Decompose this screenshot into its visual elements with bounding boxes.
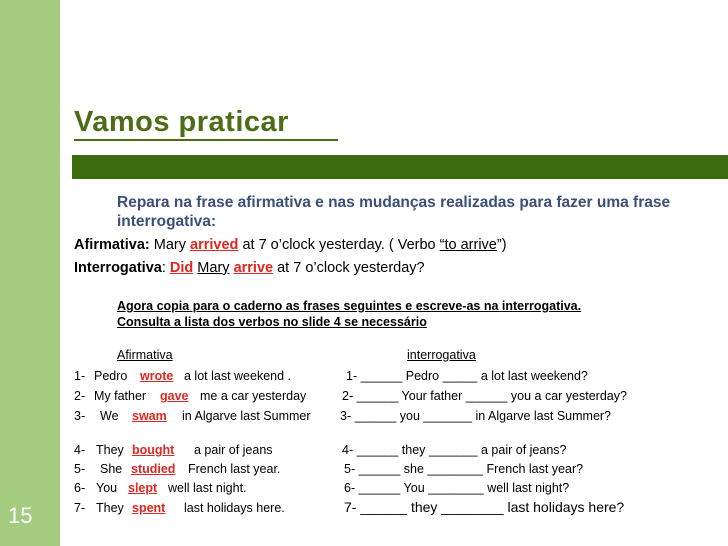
affirmative-rest: at 7 o’clock yesterday. ( Verbo (242, 237, 436, 253)
row-number: 1- (74, 369, 86, 383)
row-question: 7- ______ they ________ last holidays here? (344, 499, 625, 515)
column-header-interrogative: interrogativa (407, 348, 476, 362)
row-verb: studied (131, 462, 176, 476)
column-header-affirmative: Afirmativa (117, 348, 173, 362)
row-verb: spent (132, 501, 166, 515)
row-subject: They (96, 443, 124, 457)
slide-number: 15 (8, 503, 33, 528)
row-rest: in Algarve last Summer (182, 409, 311, 423)
affirmative-subject: Mary (153, 237, 187, 253)
row-number: 5- (74, 462, 86, 476)
row-question: 3- ______ you _______ in Algarve last Summer? (340, 409, 612, 423)
row-rest: a pair of jeans (194, 443, 273, 457)
row-verb: swam (132, 409, 167, 423)
interrogative-aux: Did (169, 260, 194, 276)
row-verb: gave (160, 389, 189, 403)
instructions (117, 298, 581, 330)
interrogative-verb: arrive (233, 260, 274, 276)
affirmative-close: ”) (496, 237, 507, 253)
row-subject: They (96, 501, 124, 515)
row-subject: You (96, 481, 118, 495)
instructions-line-2: Consulta a lista dos verbos no slide 4 se necessário (117, 315, 427, 329)
affirmative-verb: arrived (190, 237, 239, 253)
row-rest: last holidays here. (184, 501, 285, 515)
row-number: 4- (74, 443, 86, 457)
intro-text: Repara na frase afirmativa e nas mudanças realizadas para fazer uma frase interrogativa: (117, 194, 671, 230)
row-number: 7- (74, 501, 86, 515)
interrogative-label: Interrogativa (74, 260, 162, 276)
row-question: 4- ______ they _______ a pair of jeans? (342, 443, 567, 457)
row-number: 6- (74, 481, 86, 495)
title-underline (74, 139, 338, 141)
slide-title: Vamos praticar (74, 106, 289, 138)
interrogative-subject: Mary (197, 260, 230, 276)
affirmative-infinitive: “to arrive (439, 237, 497, 253)
interrogative-colon: : (161, 260, 166, 276)
row-subject: She (100, 462, 123, 476)
row-verb: wrote (140, 369, 174, 383)
row-subject: We (100, 409, 119, 423)
row-rest: me a car yesterday (200, 389, 307, 403)
row-question: 2- ______ Your father ______ you a car yesterday? (342, 389, 627, 403)
instructions-line-1: Agora copia para o caderno as frases seguintes e escreve-as na interrogativa. (117, 299, 582, 313)
row-subject: Pedro (94, 369, 128, 383)
top-band (60, 0, 728, 62)
title-divider-bar (72, 155, 606, 179)
row-question: 6- ______ You ________ well last night? (344, 481, 570, 495)
interrogative-line (74, 260, 425, 276)
affirmative-label: Afirmativa: (74, 237, 150, 253)
row-verb: slept (128, 481, 158, 495)
affirmative-line (74, 237, 507, 253)
row-subject: My father (94, 389, 147, 403)
interrogative-rest: at 7 o’clock yesterday? (277, 260, 425, 276)
row-rest: French last year. (188, 462, 281, 476)
row-rest: well last night. (168, 481, 247, 495)
row-question: 5- ______ she ________ French last year? (344, 462, 584, 476)
title-divider-bar-end (606, 155, 728, 179)
row-rest: a lot last weekend . (184, 369, 292, 383)
row-number: 3- (74, 409, 86, 423)
slide-sidebar (0, 0, 60, 546)
row-verb: bought (132, 443, 175, 457)
row-number: 2- (74, 389, 86, 403)
row-question: 1- ______ Pedro _____ a lot last weekend? (346, 369, 588, 383)
